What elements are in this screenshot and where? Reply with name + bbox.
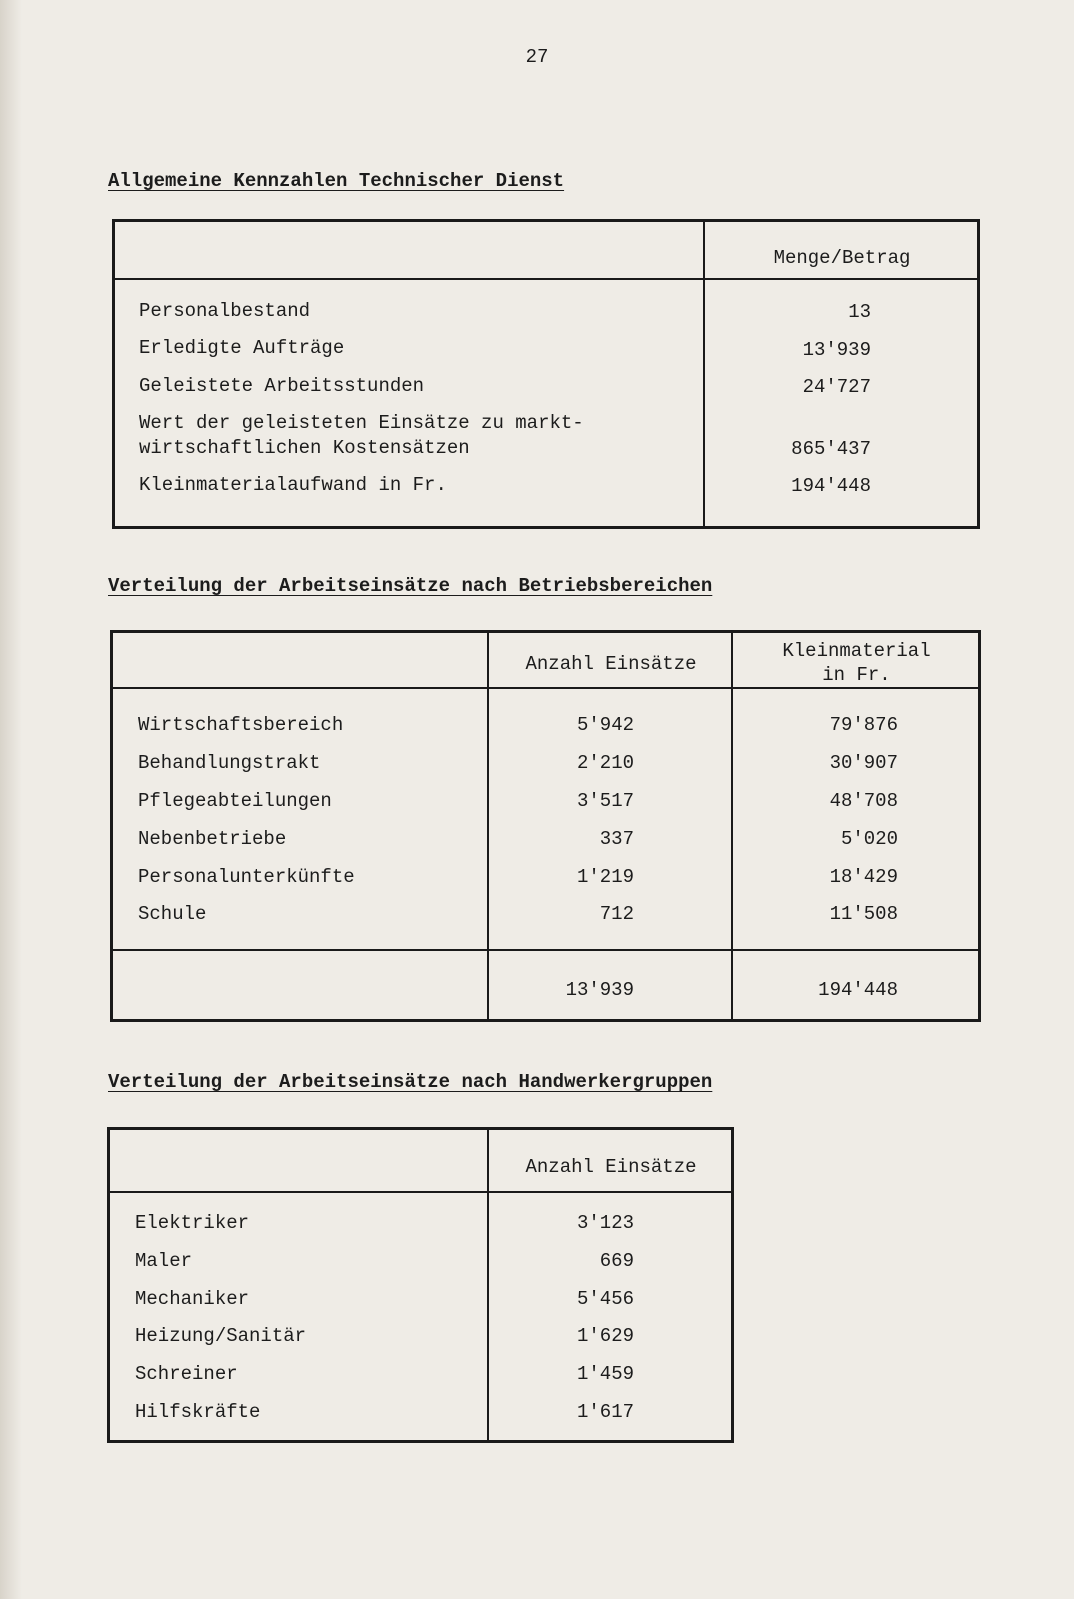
- table2-total-divider: [113, 949, 978, 951]
- table2-header-divider: [113, 687, 978, 689]
- table2-header-kleinmaterial-line2: in Fr.: [822, 664, 891, 686]
- table2-row-label: Schule: [138, 903, 207, 925]
- table2-row-einsaetze: 1'219: [576, 866, 634, 888]
- table3-column-divider: [487, 1130, 489, 1440]
- table2-row-material: 11'508: [829, 903, 898, 925]
- table2-row-einsaetze: 5'942: [576, 714, 634, 736]
- table3-row-value: 3'123: [576, 1212, 634, 1234]
- table2-row-label: Pflegeabteilungen: [138, 790, 332, 812]
- table2-row-einsaetze: 712: [599, 903, 634, 925]
- table1-row-label: Erledigte Aufträge: [139, 337, 345, 359]
- table3-row-value: 1'629: [576, 1325, 634, 1347]
- table3-row-value: 5'456: [576, 1288, 634, 1310]
- table3-row-value: 669: [599, 1250, 634, 1272]
- table2-row-label: Personalunterkünfte: [138, 866, 355, 888]
- table1-row-label: Personalbestand: [139, 300, 311, 322]
- table1-header-divider: [115, 278, 977, 280]
- table3-header-divider: [110, 1191, 731, 1193]
- table3-row-label: Mechaniker: [135, 1288, 250, 1310]
- table3-title: Verteilung der Arbeitseinsätze nach Handwerkergruppen: [108, 1071, 713, 1093]
- table1: [112, 219, 980, 529]
- table3-row-label: Heizung/Sanitär: [135, 1325, 307, 1347]
- table3-row-label: Schreiner: [135, 1363, 238, 1385]
- table1-row-label: Geleistete Arbeitsstunden: [139, 375, 425, 397]
- table1-row-value: 13'939: [802, 339, 871, 361]
- table1-row-value: 865'437: [791, 438, 871, 460]
- table2-row-material: 18'429: [829, 866, 898, 888]
- table2-header-kleinmaterial-line1: Kleinmaterial: [782, 640, 931, 662]
- table2-row-label: Nebenbetriebe: [138, 828, 287, 850]
- table1-row-label: Kleinmaterialaufwand in Fr.: [139, 474, 447, 496]
- table3-row-label: Hilfskräfte: [135, 1401, 261, 1423]
- table1-row-value: 194'448: [791, 475, 871, 497]
- table2: [110, 630, 981, 1022]
- table2-row-einsaetze: 3'517: [576, 790, 634, 812]
- table3-header-anzahl-einsaetze: Anzahl Einsätze: [525, 1156, 697, 1178]
- table3-row-label: Elektriker: [135, 1212, 250, 1234]
- table2-header-anzahl-einsaetze: Anzahl Einsätze: [525, 653, 697, 675]
- table2-row-material: 30'907: [829, 752, 898, 774]
- table2-row-label: Behandlungstrakt: [138, 752, 321, 774]
- table2-row-material: 48'708: [829, 790, 898, 812]
- table1-header-menge-betrag: Menge/Betrag: [773, 247, 911, 269]
- table2-row-material: 5'020: [840, 828, 898, 850]
- table3-row-value: 1'617: [576, 1401, 634, 1423]
- table2-row-einsaetze: 337: [599, 828, 634, 850]
- table2-title: Verteilung der Arbeitseinsätze nach Betriebsbereichen: [108, 575, 713, 597]
- table1-column-divider: [703, 222, 705, 526]
- table1-title: Allgemeine Kennzahlen Technischer Dienst: [108, 170, 565, 192]
- table2-total-einsaetze: 13'939: [565, 979, 634, 1001]
- table3: [107, 1127, 734, 1443]
- table1-row-value: 24'727: [802, 376, 871, 398]
- table3-row-value: 1'459: [576, 1363, 634, 1385]
- table2-row-material: 79'876: [829, 714, 898, 736]
- page-edge-shadow: [0, 0, 22, 1599]
- table2-row-label: Wirtschaftsbereich: [138, 714, 344, 736]
- table3-row-label: Maler: [135, 1250, 193, 1272]
- table2-column-divider-1: [487, 633, 489, 1019]
- table2-total-material: 194'448: [818, 979, 898, 1001]
- table2-row-einsaetze: 2'210: [576, 752, 634, 774]
- table2-column-divider-2: [731, 633, 733, 1019]
- table1-row-label-line2: wirtschaftlichen Kostensätzen: [139, 437, 470, 459]
- table1-row-value: 13: [848, 301, 871, 323]
- page-number: 27: [525, 46, 549, 68]
- table1-row-label-line1: Wert der geleisteten Einsätze zu markt-: [139, 412, 584, 434]
